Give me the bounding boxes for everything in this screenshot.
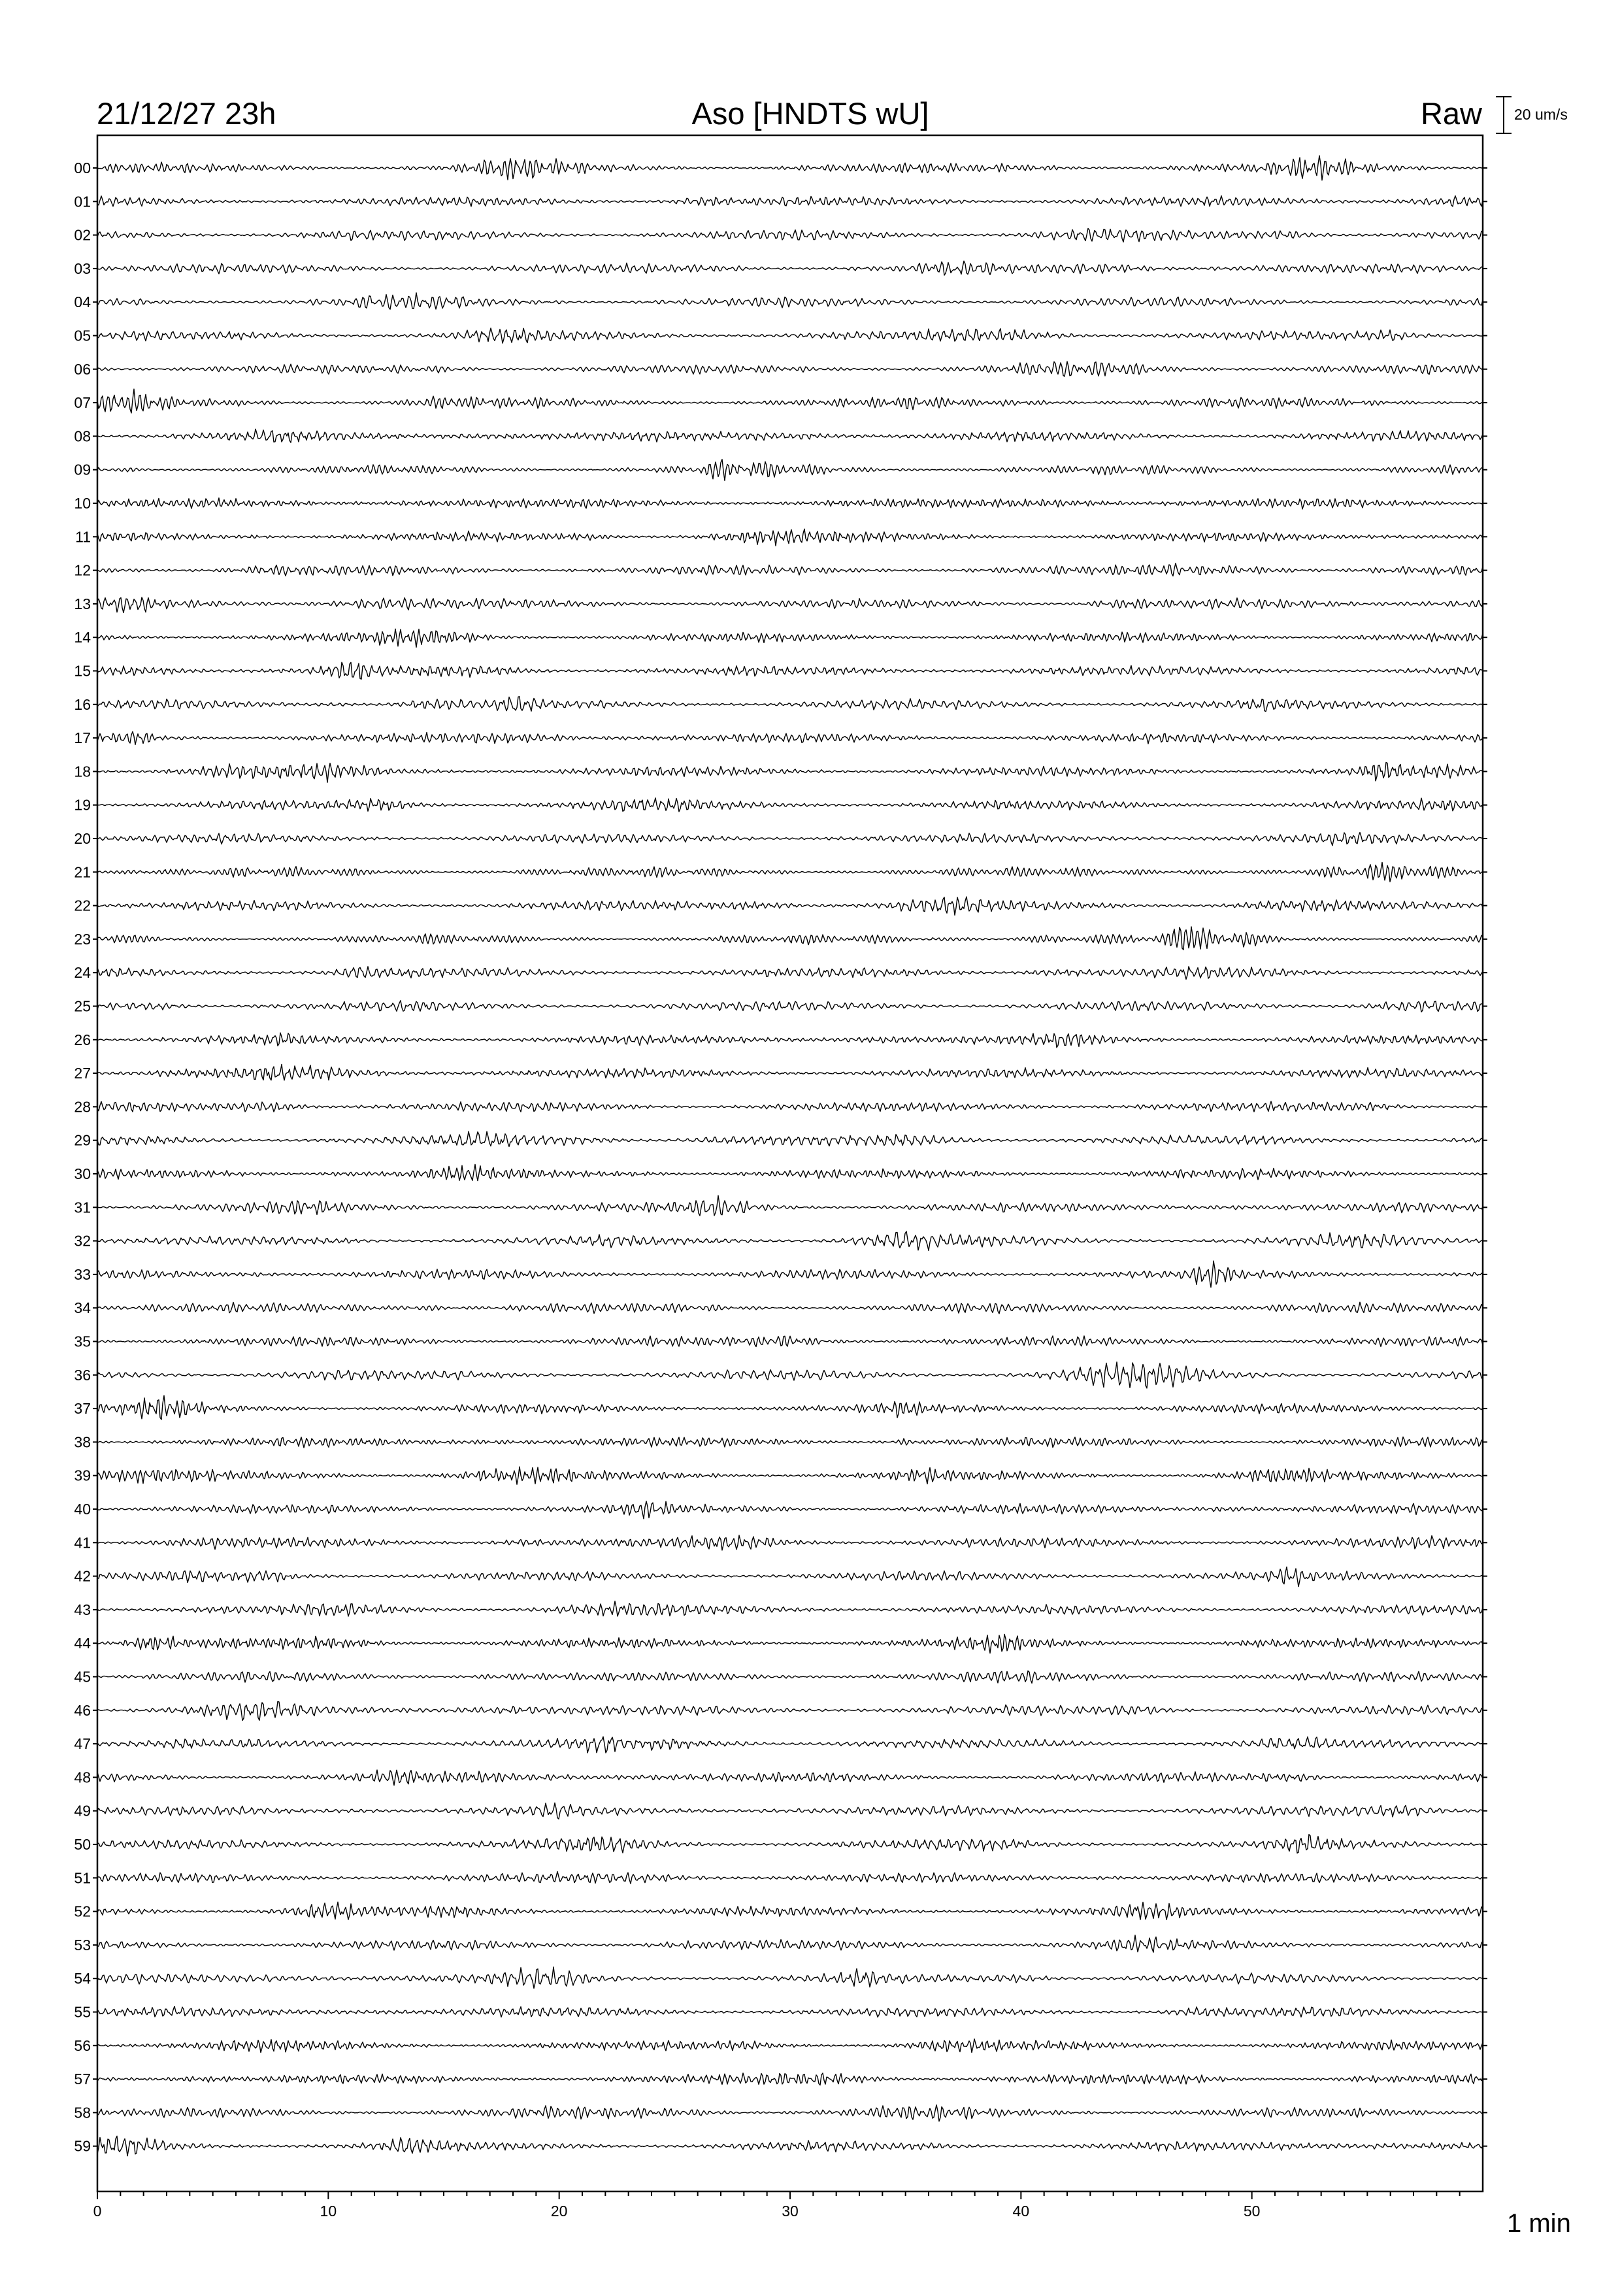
row-label: 59 (74, 2137, 91, 2155)
row-label: 12 (74, 561, 91, 579)
row-label: 04 (74, 293, 91, 311)
mode-label: Raw (1420, 96, 1482, 131)
trace-row-46 (97, 1701, 1483, 1720)
trace-row-35 (97, 1336, 1483, 1347)
trace-row-42 (97, 1567, 1483, 1586)
trace-row-20 (97, 833, 1483, 846)
row-label: 19 (74, 796, 91, 814)
x-tick-label: 20 (550, 2203, 568, 2220)
row-label: 56 (74, 2037, 91, 2054)
row-label: 34 (74, 1299, 91, 1317)
trace-row-10 (97, 498, 1483, 509)
trace-row-06 (97, 361, 1483, 376)
trace-row-18 (97, 763, 1483, 783)
trace-row-13 (97, 597, 1483, 613)
trace-row-36 (97, 1362, 1483, 1388)
trace-row-56 (97, 2039, 1483, 2053)
row-label: 52 (74, 1903, 91, 1920)
trace-row-15 (97, 662, 1483, 679)
row-label: 30 (74, 1165, 91, 1182)
trace-row-03 (97, 261, 1483, 275)
x-tick-label: 30 (782, 2203, 799, 2220)
row-label: 22 (74, 897, 91, 914)
row-label: 06 (74, 360, 91, 378)
trace-row-31 (97, 1195, 1483, 1216)
trace-row-32 (97, 1231, 1483, 1250)
row-label: 21 (74, 863, 91, 881)
row-label: 10 (74, 495, 91, 512)
row-label: 16 (74, 695, 91, 713)
trace-row-37 (97, 1395, 1483, 1420)
trace-row-01 (97, 196, 1483, 207)
trace-row-09 (97, 459, 1483, 481)
row-label: 50 (74, 1836, 91, 1853)
trace-row-40 (97, 1501, 1483, 1519)
row-label: 01 (74, 193, 91, 210)
trace-row-22 (97, 897, 1483, 915)
trace-row-44 (97, 1635, 1483, 1654)
row-label: 13 (74, 595, 91, 612)
row-label: 29 (74, 1131, 91, 1149)
trace-row-05 (97, 328, 1483, 343)
row-label: 03 (74, 259, 91, 277)
trace-row-52 (97, 1902, 1483, 1920)
row-label: 51 (74, 1869, 91, 1887)
x-axis (93, 2191, 1460, 2220)
row-label: 11 (75, 528, 91, 546)
trace-row-30 (97, 1165, 1483, 1181)
trace-row-58 (97, 2105, 1483, 2121)
trace-row-26 (97, 1033, 1483, 1048)
trace-row-29 (97, 1131, 1483, 1146)
row-label: 46 (74, 1701, 91, 1719)
row-label: 14 (74, 629, 91, 646)
date-hour-label: 21/12/27 23h (97, 96, 276, 131)
row-label: 17 (74, 729, 91, 747)
row-label: 44 (74, 1635, 91, 1652)
row-label: 25 (74, 997, 91, 1015)
trace-row-50 (97, 1835, 1483, 1854)
x-tick-label: 0 (93, 2203, 102, 2220)
trace-row-07 (97, 389, 1483, 413)
trace-row-45 (97, 1671, 1483, 1684)
trace-row-54 (97, 1967, 1483, 1989)
row-label: 55 (74, 2003, 91, 2021)
trace-row-21 (97, 862, 1483, 882)
row-label: 18 (74, 763, 91, 780)
trace-row-48 (97, 1770, 1483, 1786)
trace-row-28 (97, 1101, 1483, 1112)
station-title: Aso [HNDTS wU] (691, 96, 929, 131)
amplitude-scale-label: 20 um/s (1514, 106, 1568, 123)
trace-row-27 (97, 1064, 1483, 1080)
row-label: 36 (74, 1366, 91, 1384)
row-label: 35 (74, 1333, 91, 1350)
trace-row-25 (97, 1001, 1483, 1012)
trace-row-41 (97, 1535, 1483, 1550)
row-label: 09 (74, 461, 91, 478)
trace-row-57 (97, 2073, 1483, 2085)
row-label: 23 (74, 930, 91, 948)
row-label: 53 (74, 1936, 91, 1954)
row-label: 31 (74, 1199, 91, 1216)
row-label: 58 (74, 2104, 91, 2121)
row-label: 57 (74, 2071, 91, 2088)
trace-row-24 (97, 967, 1483, 980)
row-label: 28 (74, 1098, 91, 1116)
trace-row-39 (97, 1467, 1483, 1484)
row-label: 48 (74, 1769, 91, 1786)
trace-row-47 (97, 1737, 1483, 1753)
row-label: 00 (74, 159, 91, 176)
trace-row-19 (97, 798, 1483, 812)
trace-row-04 (97, 293, 1483, 309)
trace-row-49 (97, 1803, 1483, 1820)
row-label: 39 (74, 1467, 91, 1484)
plot-frame (97, 135, 1483, 2191)
trace-row-55 (97, 2006, 1483, 2018)
row-label: 05 (74, 327, 91, 344)
row-label: 47 (74, 1735, 91, 1753)
x-tick-label: 40 (1012, 2203, 1030, 2220)
row-label: 41 (74, 1534, 91, 1552)
row-label: 26 (74, 1031, 91, 1048)
row-label: 40 (74, 1501, 91, 1518)
row-label: 33 (74, 1265, 91, 1283)
row-label: 54 (74, 1970, 91, 1988)
amplitude-scale-bar (1496, 97, 1512, 133)
trace-row-08 (97, 429, 1483, 442)
row-label: 02 (74, 226, 91, 244)
row-label: 43 (74, 1601, 91, 1618)
trace-row-43 (97, 1601, 1483, 1616)
row-label: 45 (74, 1668, 91, 1686)
row-label: 42 (74, 1567, 91, 1585)
row-label: 32 (74, 1232, 91, 1250)
trace-row-17 (97, 731, 1483, 744)
trace-row-59 (97, 2136, 1483, 2155)
trace-rows (74, 156, 1487, 2156)
trace-row-00 (97, 156, 1483, 180)
row-label: 24 (74, 964, 91, 982)
trace-row-23 (97, 927, 1483, 950)
x-axis-unit-label: 1 min (1507, 2209, 1571, 2238)
trace-row-53 (97, 1935, 1483, 1952)
trace-row-33 (97, 1261, 1483, 1288)
x-tick-label: 10 (320, 2203, 337, 2220)
trace-row-34 (97, 1302, 1483, 1314)
trace-row-02 (97, 228, 1483, 242)
trace-row-51 (97, 1872, 1483, 1884)
trace-row-11 (97, 529, 1483, 546)
row-label: 20 (74, 830, 91, 847)
row-label: 15 (74, 662, 91, 680)
trace-row-12 (97, 563, 1483, 576)
row-label: 08 (74, 427, 91, 445)
row-label: 37 (74, 1400, 91, 1418)
row-label: 49 (74, 1802, 91, 1820)
row-label: 38 (74, 1433, 91, 1451)
row-label: 27 (74, 1065, 91, 1082)
trace-row-14 (97, 629, 1483, 647)
x-tick-label: 50 (1243, 2203, 1261, 2220)
trace-row-38 (97, 1437, 1483, 1448)
row-label: 07 (74, 394, 91, 412)
trace-row-16 (97, 697, 1483, 712)
